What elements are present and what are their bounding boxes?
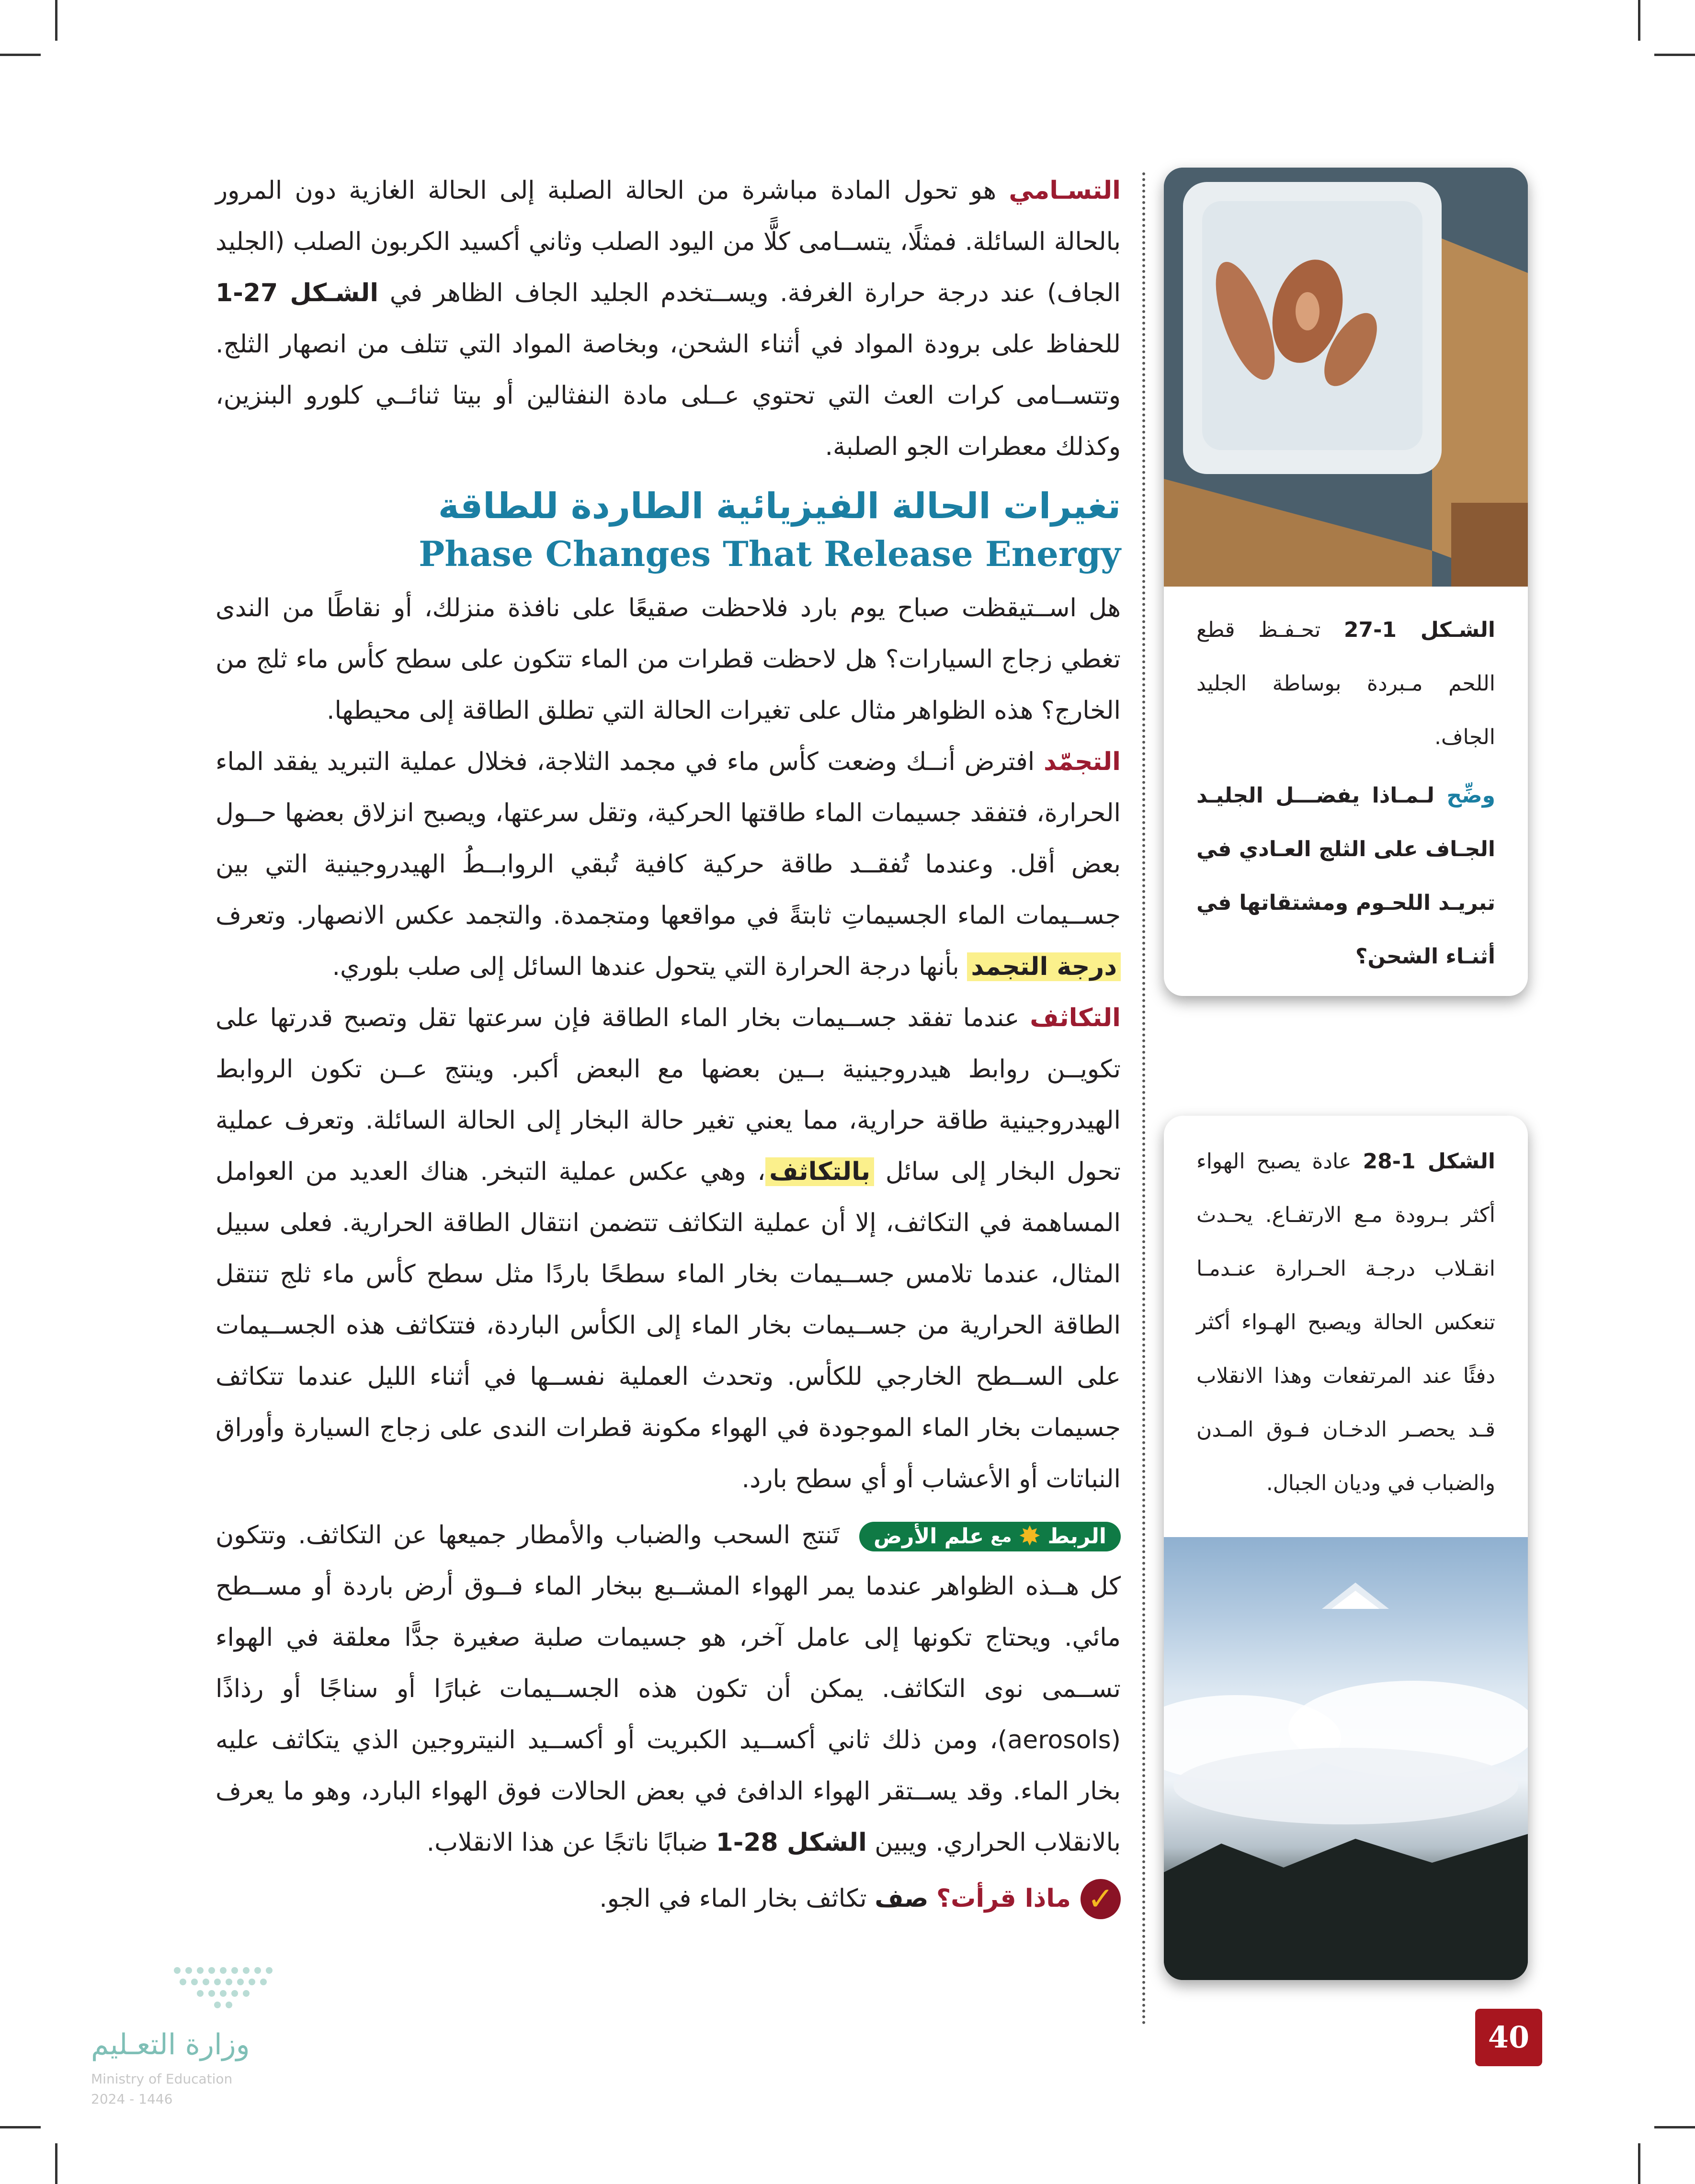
reading-check-verb: صف [875, 1884, 929, 1913]
ministry-years: 2024 - 1446 [91, 2091, 173, 2107]
figure-27-question [1164, 764, 1528, 984]
paragraph-text: ، وهي عكس عملية التبخر. هناك العديد من العوامل المساهمة في التكاثف، إلا أن عملية التكاثف تتضمن انتقال الطاقة الحرارية. فعلى سبيل المثال، عندما تلامس جســيمات بخار الماء سطحًا باردًا مثل سطح كأس ماء ثلج تنتقل الطاقة الحرارية من جســيمات بخار الماء إلى الكأس الباردة، فتتكاثف هذه الجســيمات على الســطح الخارجي للكأس. وتحدث العملية نفســها في أثناء الليل عندما تتكاثف جسيمات بخار الماء الموجودة في الهواء مكونة قطرات الندى على زجاج السيارة وأوراق النباتات أو الأعشاب أو أي سطح بارد. [216, 1157, 1121, 1494]
figure-28-card [1164, 1116, 1528, 1980]
reading-check [216, 1873, 1121, 1924]
crop-mark [1638, 0, 1640, 41]
paragraph-text: هو تحول المادة مباشرة من الحالة الصلبة إلى الحالة الغازية دون المرور بالحالة السائلة. فمثلًا، يتســامى كلًّا من اليود الصلب وثاني أكسيد الكربون الصلب (الجليد الجاف) عند درجة حرارة الغرفة. ويســتخدم الجليد الجاف الظاهر في [216, 176, 1121, 307]
crop-mark [0, 2126, 41, 2128]
figure-28-caption [1164, 1116, 1528, 1499]
figure-27-label: الشـكل 1-27 [1343, 618, 1495, 642]
paragraph-intro: هل اســتيقظت صباح يوم بارد فلاحظت صقيعًا على نافذة منزلك، أو نقاطًا من الندى تغطي زجاج السيارات؟ هل لاحظت قطرات من الماء تتكون على سطح كأس ماء ثلج من الخارج؟ هذه الظواهر مثال على تغيرات الحالة التي تطلق الطاقة إلى محيطها. [216, 594, 1121, 725]
term-sublimation: التسـامي [1009, 176, 1121, 205]
ministry-name-arabic: وزارة التعـليم [91, 2028, 250, 2061]
paragraph-text: ضبابًا ناتجًا عن هذا الانقلاب. [426, 1828, 716, 1857]
highlight-freezing-point: درجة التجمد [967, 952, 1121, 981]
checkmark-icon: ✓ [1081, 1879, 1121, 1919]
badge-with: مع [990, 1527, 1012, 1546]
star-icon: ✸ [1018, 1521, 1041, 1552]
term-condensation: التكاثف [1030, 1004, 1121, 1032]
ministry-logo [91, 1951, 359, 2109]
badge-subject: علم الأرض [873, 1524, 984, 1549]
section-heading-arabic: تغيرات الحالة الفيزيائية الطاردة للطاقة [438, 486, 1121, 527]
ministry-dots-icon [172, 1961, 345, 2018]
crop-mark [1638, 2143, 1640, 2184]
figure-27-caption [1164, 587, 1528, 764]
badge-label: الربط [1047, 1524, 1106, 1549]
term-freezing: التجمّد [1044, 747, 1121, 776]
paragraph-text: بأنها درجة الحرارة التي يتحول عندها السائل إلى صلب بلوري. [332, 952, 967, 981]
figure-27-card [1164, 168, 1528, 996]
crop-mark [1654, 2126, 1695, 2128]
paragraph-sublimation [216, 165, 1121, 473]
figure-27-question-verb: وضِّح [1446, 783, 1495, 808]
figure-reference[interactable]: الشكل 28-1 [716, 1828, 867, 1857]
figure-27-caption-text: تحـفـظ قطع اللحم مـبردة بوساطة الجليد الجاف. [1196, 618, 1495, 749]
ministry-name-english: Ministry of Education [91, 2071, 233, 2087]
dry-ice-box-illustration [1164, 168, 1528, 587]
crop-mark [55, 2143, 57, 2184]
figure-27-question-text: لـمـاذا يفضـــل الجليـد الجـاف على الثلج العـادي في تبريـد اللحـوم ومشتقاتها في أثنـاء الشحن؟ [1196, 783, 1495, 969]
figure-27-photo [1164, 168, 1528, 587]
paragraph-text: للحفاظ على برودة المواد في أثناء الشحن، وبخاصة المواد التي تتلف من انصهار الثلج. وتتســامى كرات العث التي تحتوي عــلى مادة النفثالين أو بيتا ثنائــي كلورو البنزين، وكذلك معطرات الجو الصلبة. [216, 330, 1121, 461]
crop-mark [0, 54, 41, 56]
paragraph-text: عندما تفقد جســيمات بخار الماء الطاقة فإن سرعتها تقل وتصبح قدرتها على تكويــن روابط هيدروجينية بــين بعضها مع البعض أكبر. وينتج عــن تكون الروابط الهيدروجينية طاقة حرارية، مما يعني تغير حالة البخار إلى الحالة السائلة. وتعرف عملية تحول البخار إلى سائل [216, 1004, 1121, 1186]
paragraph-text: افترض أنــك وضعت كأس ماء في مجمد الثلاجة، فخلال عملية التبريد يفقد الماء الحرارة، فتفقد جسيمات الماء طاقتها الحركية، وتقل سرعتها، ويصبح انزلاق بعضها حــول بعض أقل. وعندما تُفقــد طاقة حركية كافية تُبقي الروابــطُ الهيدروجينية التي بين جســيمات الماء الجسيماتِ ثابتةً في مواقعها ومتجمدة. والتجمد عكس الانصهار. وتعرف [216, 747, 1121, 930]
paragraph-text: تَنتج السحب والضباب والأمطار جميعها عن التكاثف. وتتكون كل هــذه الظواهر عندما يمر الهواء المشــبع ببخار الماء فــوق أرض باردة أو مســطح مائي. ويحتاج تكونها إلى عامل آخر، هو جسيمات صلبة صغيرة جدًّا معلقة في الهواء تســمى نوى التكاثف. يمكن أن تكون هذه الجســيمات غبارًا أو سناجًا أو رذاذًا (aerosols)، ومن ذلك ثاني أكســيد الكبريت أو أكســيد النيتروجين الذي يتكاثف عليه بخار الماء. وقد يســتقر الهواء الدافئ في بعض الحالات فوق الهواء البارد، وهو ما يعرف بالانقلاب الحراري. ويبين [216, 1521, 1121, 1857]
section-heading-english: Phase Changes That Release Energy [419, 533, 1121, 574]
paragraph-freezing [216, 736, 1121, 993]
connection-badge [859, 1522, 1121, 1551]
crop-mark [1654, 54, 1695, 56]
reading-check-text: تكاثف بخار الماء في الجو. [599, 1884, 875, 1913]
highlight-condensation: بالتكاثف [765, 1157, 874, 1186]
figure-reference[interactable]: الشـكل 27-1 [216, 279, 379, 307]
page-number: 40 [1475, 2009, 1542, 2066]
figure-28-label: الشكل 1-28 [1363, 1149, 1496, 1174]
reading-check-label: ماذا قرأت؟ [936, 1884, 1071, 1913]
main-text-column [216, 165, 1121, 1924]
figure-28-photo [1164, 1537, 1528, 1980]
paragraph-earth-science [216, 1510, 1121, 1868]
paragraph-condensation [216, 993, 1121, 1505]
crop-mark [55, 0, 57, 41]
figure-28-caption-text: عادة يصبح الهواء أكثر بـرودة مـع الارتفـاع. يحـدث انقـلاب درجـة الحـرارة عنـدمـا تنعكس الحالة ويصبح الهـواء أكثر دفئًا عند المرتفعات وهذا الانقلاب قـد يحصـر الدخـان فـوق المـدن والضباب في وديان الجبال. [1196, 1149, 1495, 1495]
fog-valley-illustration [1164, 1537, 1528, 1980]
column-divider [1142, 172, 1145, 2026]
